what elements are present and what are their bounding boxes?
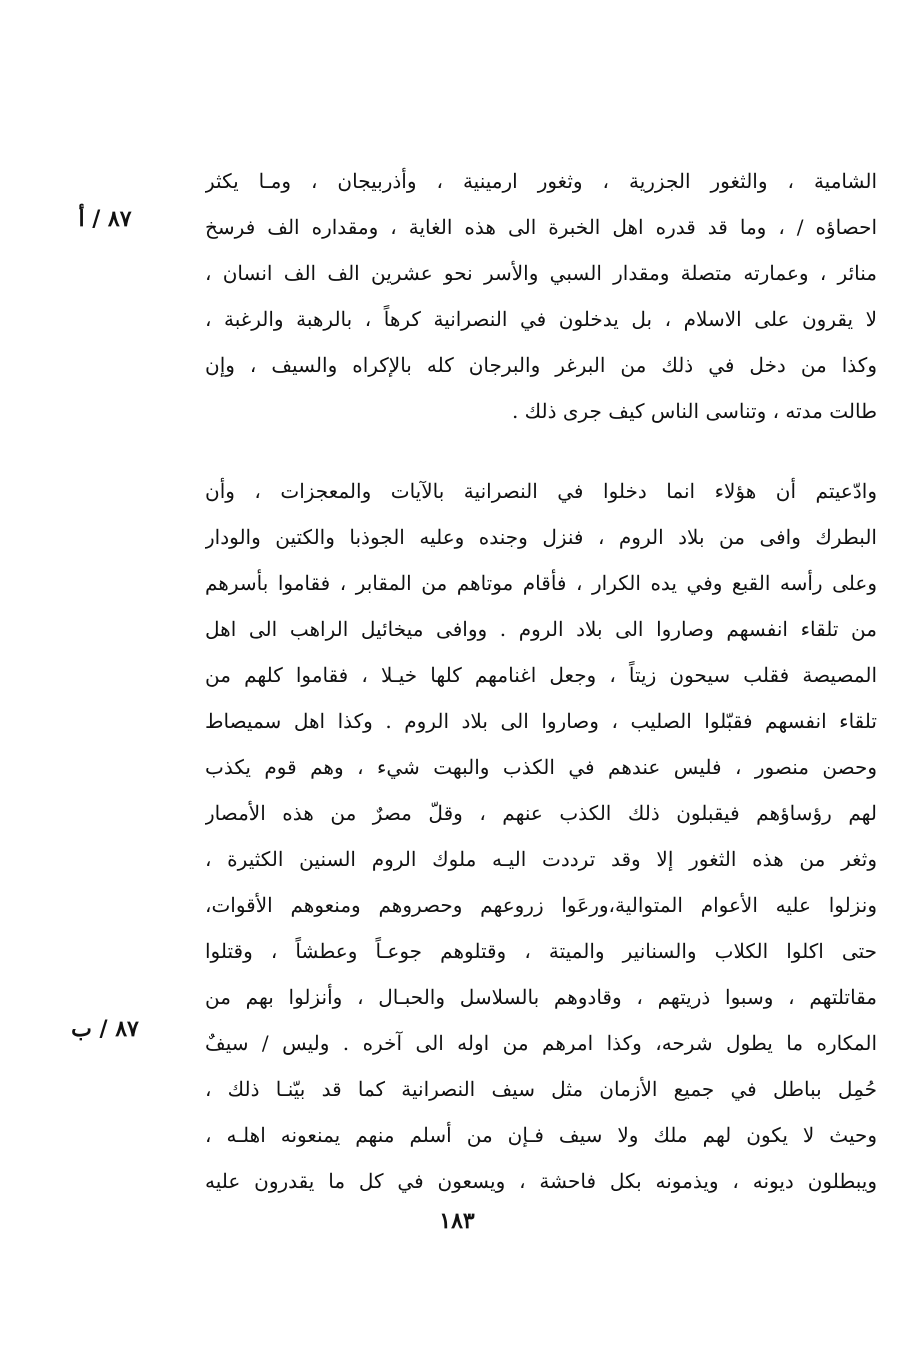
text-line: حتى اكلوا الكلاب والسنانير والميتة ، وقتلوهم جوعـاً وعطشاً ، وقتلوا: [205, 939, 877, 963]
text-line: المكاره ما يطول شرحه، وكذا امرهم من اوله الى آخره . وليس / سيفٌ: [205, 1031, 877, 1055]
text-line: وحيث لا يكون لهم ملك ولا سيف فـإن من أسلم منهم يمنعونه اهلـه ،: [205, 1123, 877, 1147]
text-line: الشامية ، والثغور الجزرية ، وثغور ارمينية ، وأذربيجان ، ومـا يكثر: [205, 169, 877, 193]
text-line: وعلى رأسه القبع وفي يده الكرار ، فأقام موتاهم من المقابر ، فقاموا بأسرهم: [205, 571, 877, 595]
text-line: لا يقرون على الاسلام ، بل يدخلون في النصرانية كرهاً ، بالرهبة والرغبة ،: [205, 307, 877, 331]
text-line: وكذا من دخل في ذلك من البرغر والبرجان كله بالإكراه والسيف ، وإن: [205, 353, 877, 377]
paragraph-2: [205, 468, 877, 1204]
page-number: ١٨٣: [439, 1208, 475, 1234]
text-line: طالت مدته ، وتناسى الناس كيف جرى ذلك .: [511, 399, 877, 423]
text-line: لهم رؤساؤهم فيقبلون ذلك الكذب عنهم ، وقلّ مصرٌ من هذه الأمصار: [205, 801, 877, 825]
text-line: وادّعيتم أن هؤلاء انما دخلوا في النصرانية بالآيات والمعجزات ، وأن: [205, 479, 877, 503]
text-line: ونزلوا عليه الأعوام المتوالية،ورعَوا زروعهم وحصروهم ومنعوهم الأقوات،: [205, 893, 877, 917]
margin-folio-note-87b: ٨٧ / ب: [71, 1016, 139, 1042]
text-line: ويبطلون ديونه ، ويذمونه بكل فاحشة ، ويسعون في كل ما يقدرون عليه: [205, 1169, 877, 1193]
text-line: من تلقاء انفسهم وصاروا الى بلاد الروم . ووافى ميخائيل الراهب الى اهل: [205, 617, 877, 641]
text-line: المصيصة فقلب سيحون زيتاً ، وجعل اغنامهم كلها خيـلا ، فقاموا كلهم من: [205, 663, 877, 687]
text-line: البطرك وافى من بلاد الروم ، فنزل وجنده وعليه الجوذبا والكتين والودار: [205, 525, 877, 549]
margin-folio-note-87a: ٨٧ / أ: [78, 206, 132, 232]
text-line: احصاؤه / ، وما قد قدره اهل الخبرة الى هذه الغاية ، ومقداره الف فرسخ: [205, 215, 877, 239]
text-line: وحصن منصور ، فليس عندهم في الكذب والبهت شيء ، وهم قوم يكذب: [205, 755, 877, 779]
text-line: تلقاء انفسهم فقبّلوا الصليب ، وصاروا الى بلاد الروم . وكذا اهل سميصاط: [205, 709, 877, 733]
paragraph-1: [205, 158, 877, 434]
text-line: منائر ، وعمارته متصلة ومقدار السبي والأسر نحو عشرين الف الف انسان ،: [205, 261, 877, 285]
text-line: وثغر من هذه الثغور إلا وقد ترددت اليـه ملوك الروم السنين الكثيرة ،: [205, 847, 877, 871]
text-line: حُمِل بباطل في جميع الأزمان مثل سيف النصرانية كما قد بيّنـا ذلك ،: [205, 1077, 877, 1101]
text-line: مقاتلتهم ، وسبوا ذريتهم ، وقادوهم بالسلاسل والحبـال ، وأنزلوا بهم من: [205, 985, 877, 1009]
